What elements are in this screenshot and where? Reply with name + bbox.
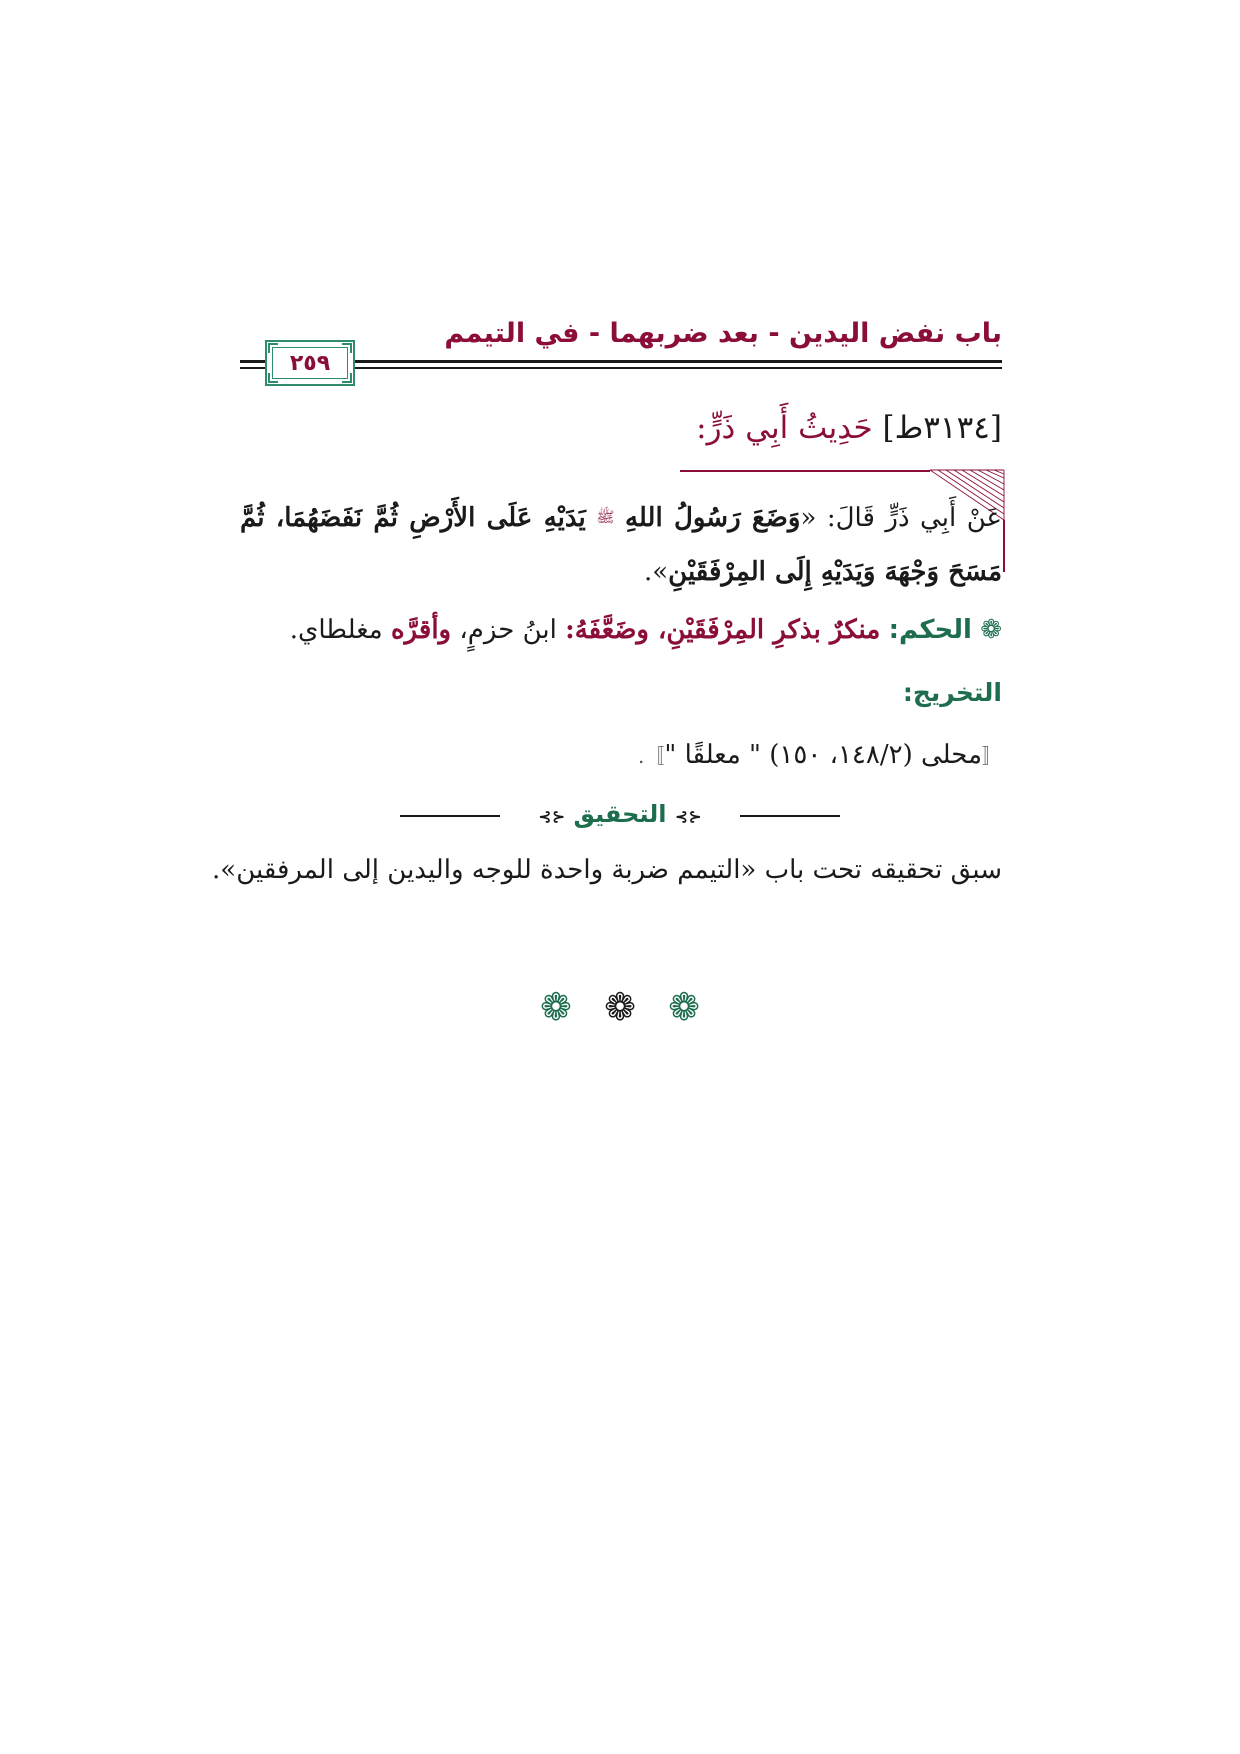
ruling-weakened-by: ابنُ حزمٍ، xyxy=(459,615,557,645)
flower-ornament-icon: ❁ xyxy=(668,985,700,1029)
takhrij-source xyxy=(638,740,1002,770)
page-number-frame xyxy=(265,340,355,386)
open-bracket: 〚 xyxy=(982,744,1002,768)
salutation-icon: ﷺ xyxy=(596,508,615,526)
tahqiq-heading xyxy=(400,800,840,830)
hadith-heading xyxy=(696,410,1002,446)
tahqiq-title-wrap xyxy=(400,800,840,828)
source-text: محلى (١٤٨/٢، ١٥٠) " معلقًا " xyxy=(664,740,982,770)
flower-ornament-icon: ❁ xyxy=(980,615,1002,645)
ornament-icon: ⊰⊱ xyxy=(538,807,566,826)
tahqiq-text: سبق تحقيقه تحت باب «التيمم ضربة واحدة للوجه واليدين إلى المرفقين». xyxy=(212,855,1002,885)
ruling-verdict: منكرٌ بذكرِ المِرْفَقَيْنِ، وضَعَّفَهُ: xyxy=(565,615,881,645)
end-ornament xyxy=(540,985,700,1029)
takhrij-label: التخريج: xyxy=(902,678,1002,707)
ruling-approved-by: مغلطاي. xyxy=(289,615,383,645)
hadith-text xyxy=(240,490,1002,599)
hadith-number: [٣١٣٤ط] xyxy=(882,410,1002,446)
running-title: باب نفض اليدين - بعد ضربهما - في التيمم xyxy=(444,318,1002,349)
ornament-icon: ⊰⊱ xyxy=(674,807,702,826)
hadith-title: حَدِيثُ أَبِي ذَرٍّ: xyxy=(696,410,873,446)
flower-ornament-icon: ❁ xyxy=(604,985,636,1029)
decorative-rule xyxy=(680,470,930,472)
hadith-matn-2: يَدَيْهِ عَلَى الأَرْضِ ثُمَّ نَفَضَهُمَا، ثُمَّ مَسَحَ وَجْهَهَ وَيَدَيْهِ إِلَى المِرْفَقَيْنِ xyxy=(240,503,1002,587)
close-bracket: 〛. xyxy=(638,744,665,768)
ruling-approved-label: وأقرَّه xyxy=(390,615,452,645)
hadith-closing: ». xyxy=(643,557,669,587)
hadith-intro: عَنْ أَبِي ذَرٍّ قَالَ: « xyxy=(800,503,1003,533)
page-number: ٢٥٩ xyxy=(272,347,348,379)
ruling-label: الحكم: xyxy=(888,615,972,645)
hadith-matn-1: وَضَعَ رَسُولُ اللهِ xyxy=(624,503,801,533)
ruling-line xyxy=(290,615,1002,645)
flower-ornament-icon: ❁ xyxy=(540,985,572,1029)
tahqiq-label: التحقيق xyxy=(573,800,667,828)
decorative-vertical-rule xyxy=(1003,520,1005,572)
